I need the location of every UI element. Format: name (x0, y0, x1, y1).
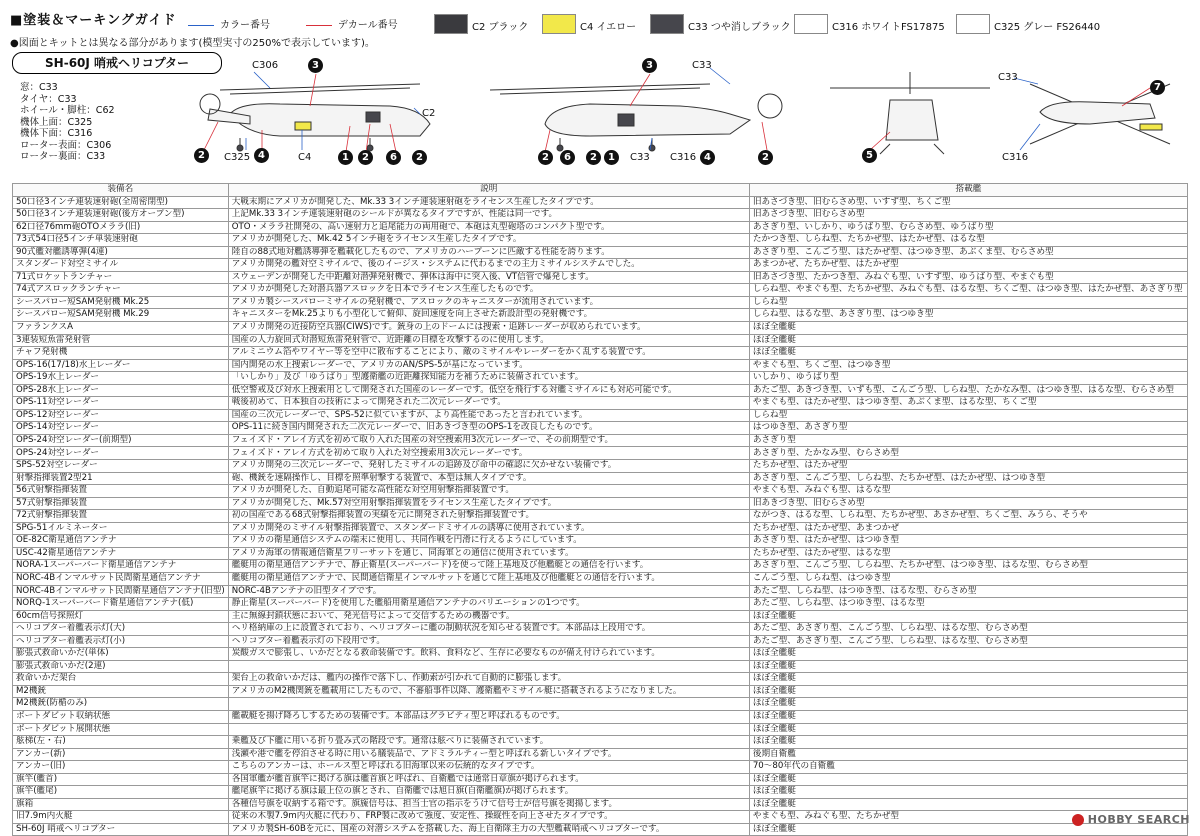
table-row (13, 447, 1188, 460)
cell-equipment: 膨張式救命いかだ(2連) (13, 660, 229, 673)
marker-6: 6 (386, 150, 401, 165)
cell-equipment: 62口径76mm砲OTOメララ(旧) (13, 221, 229, 234)
cell-ships: 旧あきづき型、旧むらさめ型 (749, 497, 1187, 510)
cell-ships: やまぐも型、はたかぜ型、はつゆき型、あぶくま型、はるな型、ちくご型 (749, 397, 1187, 410)
table-row (13, 209, 1188, 222)
label-c33-right: C33 (692, 60, 712, 71)
cell-description: ヘリコプター着艦表示灯の下段用です。 (228, 635, 749, 648)
table-row (13, 347, 1188, 360)
cell-equipment: 50口径3インチ連装速射砲(全周密閉型) (13, 196, 229, 209)
cell-equipment: 71式ロケットランチャー (13, 271, 229, 284)
front-view (830, 72, 990, 154)
cell-equipment: 射撃指揮装置2型21 (13, 472, 229, 485)
cell-ships: ほぼ全艦艇 (749, 736, 1187, 749)
table-row (13, 598, 1188, 611)
label-c2: C2 (422, 108, 436, 119)
cell-equipment: OPS-12対空レーダー (13, 409, 229, 422)
cell-description: アメリカ開発の近接防空兵器(CIWS)です。銃身の上のドームには捜索・追跡レーダーが収められています。 (228, 322, 749, 335)
cell-equipment: ヘリコプター着艦表示灯(大) (13, 623, 229, 636)
table-row (13, 510, 1188, 523)
cell-ships: あさぎり型、はたかぜ型、はつゆき型 (749, 535, 1187, 548)
cell-description: フェイズド・アレイ方式を初めて取り入れた対空捜索用3次元レーダーです。 (228, 447, 749, 460)
cell-description (228, 660, 749, 673)
table-row (13, 309, 1188, 322)
watermark-text: HOBBY SEARCH (1087, 813, 1190, 826)
header-equipment: 装備名 (13, 184, 229, 197)
marker-3: 3 (308, 58, 323, 73)
table-row (13, 761, 1188, 774)
table-row (13, 359, 1188, 372)
cell-description: 国産の三次元レーダーで、SPS-52に似ていますが、より高性能であったと言われています。 (228, 409, 749, 422)
swatch-c33 (650, 14, 684, 34)
marker-1b: 1 (604, 150, 619, 165)
cell-equipment: ボートダビット展開状態 (13, 723, 229, 736)
legend-color-line (188, 25, 214, 26)
marker-3b: 3 (642, 58, 657, 73)
cell-equipment: NORA-1スーパーバード衛星通信アンテナ (13, 560, 229, 573)
cell-description: 炭酸ガスで膨張し、いかだとなる救命装備です。飲料、食料など、生存に必要なものが備え付けられています。 (228, 648, 749, 661)
label-c316-right: C316 (670, 152, 697, 163)
cell-ships: しらね型、やまぐも型、たちかぜ型、みねぐも型、はるな型、ちくご型、はつゆき型、はたかぜ型、あさぎり型 (749, 284, 1187, 297)
aircraft-specs (20, 82, 115, 163)
cell-equipment: NORC-4Bインマルサット民間衛星通信アンテナ(旧型) (13, 585, 229, 598)
cell-ships: ほぼ全艦艇 (749, 723, 1187, 736)
table-row (13, 271, 1188, 284)
top-view (1030, 84, 1170, 144)
cell-equipment: M2機銃(防楯のみ) (13, 698, 229, 711)
cell-description: OPS-11に続き国内開発された二次元レーダーで、旧あきづき型のOPS-1を改良したものです。 (228, 422, 749, 435)
cell-equipment: OE-82C衛星通信アンテナ (13, 535, 229, 548)
legend-decal-number (306, 16, 398, 31)
cell-equipment: 57式射撃指揮装置 (13, 497, 229, 510)
cell-equipment: アンカー(旧) (13, 761, 229, 774)
guide-header (10, 6, 1190, 50)
cell-equipment: OPS-11対空レーダー (13, 397, 229, 410)
cell-equipment: シースパロー短SAM発射機 Mk.29 (13, 309, 229, 322)
cell-ships: 後期自衛艦 (749, 748, 1187, 761)
table-row (13, 811, 1188, 824)
marker-2: 2 (194, 148, 209, 163)
cell-ships: たかつき型、しらね型、たちかぜ型、はたかぜ型、はるな型 (749, 234, 1187, 247)
table-row (13, 685, 1188, 698)
cell-description: 砲、機銃を速隔操作し、目標を照準射撃する装置で、本型は無人タイプです。 (228, 472, 749, 485)
table-row (13, 221, 1188, 234)
legend-decal-line (306, 25, 332, 26)
cell-description: こちらのアンカーは、ホールス型と呼ばれる旧海軍以来の伝統的なタイプです。 (228, 761, 749, 774)
cell-description: 静止衛星(スーパーバード)を使用した艦船用衛星通信アンテナのバリエーションの1つです。 (228, 598, 749, 611)
cell-ships: ほぼ全艦艇 (749, 322, 1187, 335)
cell-equipment: OPS-19水上レーダー (13, 372, 229, 385)
cell-equipment: ヘリコプター着艦表示灯(小) (13, 635, 229, 648)
cell-equipment: USC-42衛星通信アンテナ (13, 547, 229, 560)
swatch-c2 (434, 14, 468, 34)
cell-ships: あたご型、あきづき型、いずも型、こんごう型、しらね型、たかなみ型、はつゆき型、はるな型、むらさめ型 (749, 384, 1187, 397)
cell-equipment: OPS-24対空レーダー (13, 447, 229, 460)
cell-ships: ほぼ全艦艇 (749, 786, 1187, 799)
cell-ships: あさぎり型、こんごう型、はたかぜ型、はつゆき型、あぶくま型、むらさめ型 (749, 246, 1187, 259)
swatch-c316 (794, 14, 828, 34)
cell-ships: あたご型、あさぎり型、こんごう型、しらね型、はるな型、むらさめ型 (749, 635, 1187, 648)
label-c33-top: C33 (998, 72, 1018, 83)
cell-description: アメリカ製SH-60Bを元に、国産の対潜システムを搭載した、海上自衛隊主力の大型艦載哨戒ヘリコプターです。 (228, 823, 749, 836)
watermark-logo-icon (1072, 814, 1084, 826)
label-c306: C306 (252, 60, 279, 71)
cell-description: 上記Mk.33 3インチ連装速射砲のシールドが異なるタイプですが、性能は同一です。 (228, 209, 749, 222)
table-row (13, 635, 1188, 648)
cell-equipment: 74式アスロックランチャー (13, 284, 229, 297)
cell-equipment: SPS-52対空レーダー (13, 460, 229, 473)
table-row (13, 623, 1188, 636)
table-row (13, 585, 1188, 598)
cell-description: アルミニウム箔やワイヤー等を空中に散布することにより、敵のミサイルやレーダーをかく乱する装置です。 (228, 347, 749, 360)
cell-description (228, 723, 749, 736)
cell-ships: あさぎり型、こんごう型、しらね型、たちかぜ型、はたかぜ型、はつゆき型 (749, 472, 1187, 485)
side-view-left (200, 84, 430, 151)
cell-description: 「いしかり」及び「ゆうばり」型護衛艦の近距離探知能力を補うために装備されています。 (228, 372, 749, 385)
cell-equipment: 旗箱 (13, 798, 229, 811)
guide-title: ■塗装＆マーキングガイド (10, 13, 177, 28)
cell-equipment: ボートダビット収納状態 (13, 710, 229, 723)
cell-description: アメリカ開発のミサイル射撃指揮装置で、スタンダードミサイルの誘導に使用されています。 (228, 522, 749, 535)
cell-description: 浅瀬や港で艦を停泊させる時に用いる艤装品で、アドミラルティー型と呼ばれる新しいタイプです。 (228, 748, 749, 761)
marker-5: 5 (862, 148, 877, 163)
cell-equipment: SPG-51イルミネーター (13, 522, 229, 535)
cell-ships: ほぼ全艦艇 (749, 798, 1187, 811)
cell-description: 従来の木製7.9m内火艇に代わり、FRP製に改めて強度、安定性、操縦性を向上させたタイプです。 (228, 811, 749, 824)
cell-description: 架台上の救命いかだは、艦内の操作で落下し、作動索が引かれて自動的に膨張します。 (228, 673, 749, 686)
side-view-right (490, 84, 782, 151)
cell-equipment: 50口径3インチ連装速射砲(後方オープン型) (13, 209, 229, 222)
table-row (13, 673, 1188, 686)
cell-ships: たちかぜ型、はたかぜ型 (749, 460, 1187, 473)
spec-rotor-top: ローター表面：C306 (20, 139, 112, 151)
table-row (13, 748, 1188, 761)
marker-2f: 2 (758, 150, 773, 165)
cell-description: アメリカ海軍の情報通信衛星フリーサットを通じ、同海軍との通信に使用されています。 (228, 547, 749, 560)
cell-ships: ほぼ全艦艇 (749, 685, 1187, 698)
table-row (13, 384, 1188, 397)
cell-ships: ほぼ全艦艇 (749, 710, 1187, 723)
table-row (13, 234, 1188, 247)
header-ships: 搭載艦 (749, 184, 1187, 197)
cell-description: スウェーデンが開発した中距離対潜弾発射機で、弾体は海中に突入後、VT信管で爆発します。 (228, 271, 749, 284)
cell-ships: いしかり、ゆうばり型 (749, 372, 1187, 385)
cell-equipment: 72式射撃指揮装置 (13, 510, 229, 523)
cell-equipment: OPS-16(17/18)水上レーダー (13, 359, 229, 372)
cell-description: 乗艦及び下艦に用いる折り畳み式の階段です。通常は舷べりに装備されています。 (228, 736, 749, 749)
cell-equipment: NORQ-1スーパーバード衛星通信アンテナ(低) (13, 598, 229, 611)
label-c33-bottom: C33 (630, 152, 650, 163)
cell-description: アメリカのM2機関銃を艦載用にしたもので、不審船事件以降、護衛艦やミサイル艇に搭載されるようになりました。 (228, 685, 749, 698)
cell-description: 初の国産である68式射撃指揮装置の実績を元に開発された射撃指揮装置です。 (228, 510, 749, 523)
spec-wheel: ホイール・脚柱：C62 (20, 105, 115, 116)
table-row (13, 246, 1188, 259)
cell-ships: たちかぜ型、はたかぜ型、はるな型 (749, 547, 1187, 560)
cell-description: ヘリ格納庫の上に設置されており、ヘリコプターに艦の制動状況を知らせる装置です。本部品は上段用です。 (228, 623, 749, 636)
cell-description: 主に無線封鎖状態において、発光信号によって交信するための機器です。 (228, 610, 749, 623)
cell-equipment: NORC-4Bインマルサット民間衛星通信アンテナ (13, 572, 229, 585)
cell-equipment: 73式54口径5インチ単装速射砲 (13, 234, 229, 247)
cell-equipment: 3連装短魚雷発射管 (13, 334, 229, 347)
table-row (13, 535, 1188, 548)
cell-equipment: スタンダード対空ミサイル (13, 259, 229, 272)
cell-ships: あたご型、あさぎり型、こんごう型、しらね型、はるな型、むらさめ型 (749, 623, 1187, 636)
table-row (13, 710, 1188, 723)
table-row (13, 284, 1188, 297)
table-row (13, 610, 1188, 623)
cell-ships: しらね型 (749, 409, 1187, 422)
cell-ships: ほぼ全艦艇 (749, 347, 1187, 360)
cell-description: 艦艇用の衛星通信アンテナで、静止衛星(スーパーバード)を使って陸上基地及び他艦艇との通信を行います。 (228, 560, 749, 573)
cell-ships: ほぼ全艦艇 (749, 610, 1187, 623)
table-row (13, 497, 1188, 510)
cell-ships: あさぎり型、たかなみ型、むらさめ型 (749, 447, 1187, 460)
cell-equipment: 旗竿(艦尾) (13, 786, 229, 799)
table-row (13, 259, 1188, 272)
cell-ships: あさぎり型、こんごう型、しらね型、たちかぜ型、はつゆき型、はるな型、むらさめ型 (749, 560, 1187, 573)
cell-ships: 70〜80年代の自衛艦 (749, 761, 1187, 774)
table-row (13, 823, 1188, 836)
equipment-table (12, 183, 1188, 836)
swatch-c4-label: C4 イエロー (580, 22, 637, 33)
cell-description: アメリカの衛星通信システムの端末に使用し、共同作戦を円滑に行えるようにしています。 (228, 535, 749, 548)
table-row (13, 660, 1188, 673)
table-row (13, 372, 1188, 385)
table-header-row (13, 184, 1188, 197)
cell-description: アメリカ開発の三次元レーダーで、発射したミサイルの追跡及び命中の確認に欠かせない装備です。 (228, 460, 749, 473)
cell-ships: 旧あさづき型、たかつき型、みねぐも型、いすず型、ゆうばり型、やまぐも型 (749, 271, 1187, 284)
cell-ships: あさぎり型、いしかり、ゆうばり型、むらさめ型、ゆうばり型 (749, 221, 1187, 234)
spec-lower: 機体下面：C316 (20, 128, 93, 139)
legend-color-number (188, 16, 270, 31)
cell-description: アメリカ開発の艦対空ミサイルで、後のイージス・システムに代わるまでの主力ミサイルシステムでした。 (228, 259, 749, 272)
aircraft-drawings (190, 54, 1200, 184)
spec-tire: タイヤ：C33 (20, 93, 77, 105)
cell-ships: ほぼ全艦艇 (749, 773, 1187, 786)
cell-equipment: チャフ発射機 (13, 347, 229, 360)
cell-description: 各国軍艦が艦首旗竿に掲げる旗は艦首旗と呼ばれ、自衛艦では通常日章旗が掲げられます。 (228, 773, 749, 786)
label-c316-top: C316 (1002, 152, 1029, 163)
table-row (13, 460, 1188, 473)
legend-decal-label: デカール番号 (338, 20, 398, 31)
cell-description: 戦後初めて、日本独自の技術によって開発された二次元レーダーです。 (228, 397, 749, 410)
table-row (13, 522, 1188, 535)
cell-equipment: 救命いかだ架台 (13, 673, 229, 686)
marker-6b: 6 (560, 150, 575, 165)
cell-ships: ほぼ全艦艇 (749, 334, 1187, 347)
label-c325: C325 (224, 152, 251, 163)
table-row (13, 434, 1188, 447)
table-row (13, 334, 1188, 347)
cell-description: フェイズド・アレイ方式を初めて取り入れた国産の対空捜索用3次元レーダーで、その前期型です。 (228, 434, 749, 447)
table-row (13, 773, 1188, 786)
cell-ships: しらね型 (749, 296, 1187, 309)
marker-2d: 2 (538, 150, 553, 165)
cell-ships: こんごう型、しらね型、はつゆき型 (749, 572, 1187, 585)
cell-ships: あたご型、しらね型、はつゆき型、はるな型、むらさめ型 (749, 585, 1187, 598)
cell-equipment: アンカー(新) (13, 748, 229, 761)
spec-rotor-bottom: ローター裏面：C33 (20, 151, 106, 162)
scale-note: ●図面とキットとは異なる部分があります(模型実寸の250%で表示しています)。 (10, 38, 375, 49)
cell-description: アメリカが開発した、自動追尾可能な高性能な対空用射撃指揮装置です。 (228, 485, 749, 498)
swatch-c325 (956, 14, 990, 34)
cell-equipment: 旗竿(艦首) (13, 773, 229, 786)
table-row (13, 798, 1188, 811)
cell-description: NORC-4Bアンテナの旧型タイプです。 (228, 585, 749, 598)
table-row (13, 485, 1188, 498)
cell-ships: しらね型、はるな型、あさぎり型、はつゆき型 (749, 309, 1187, 322)
cell-ships: たちかぜ型、はたかぜ型、あまつかぜ (749, 522, 1187, 535)
cell-description: 大戦末期にアメリカが開発した、Mk.33 3インチ連装速射砲をライセンス生産したタイプです。 (228, 196, 749, 209)
watermark (1072, 813, 1190, 826)
cell-description: アメリカが開発した対潜兵器アスロックを日本でライセンス生産したものです。 (228, 284, 749, 297)
cell-equipment: 56式射撃指揮装置 (13, 485, 229, 498)
header-description: 説明 (228, 184, 749, 197)
cell-equipment: OPS-14対空レーダー (13, 422, 229, 435)
cell-ships: あさぎり型 (749, 434, 1187, 447)
cell-description: 艦尾旗竿に掲げる旗は最上位の旗とされ、自衛艦では旭日旗(自衛艦旗)が掲げられます。 (228, 786, 749, 799)
table-row (13, 196, 1188, 209)
label-c4: C4 (298, 152, 312, 163)
legend-color-label: カラー番号 (220, 20, 270, 31)
marker-4b: 4 (700, 150, 715, 165)
cell-ships: はつゆき型、あさぎり型 (749, 422, 1187, 435)
marker-7: 7 (1150, 80, 1165, 95)
cell-description: 国内開発の水上捜索レーダーで、アメリカのAN/SPS-5が基になっています。 (228, 359, 749, 372)
marker-2e: 2 (586, 150, 601, 165)
cell-description: アメリカ製シースパローミサイルの発射機で、アスロックのキャニスターが流用されています。 (228, 296, 749, 309)
cell-equipment: SH-60J 哨戒ヘリコプター (13, 823, 229, 836)
cell-ships: やまぐも型、ちくご型、はつゆき型 (749, 359, 1187, 372)
marker-1: 1 (338, 150, 353, 165)
table-row (13, 409, 1188, 422)
cell-ships: ほぼ全艦艇 (749, 660, 1187, 673)
cell-description: キャニスターをMk.25よりも小型化して俯仰、旋回速度を向上させた新設計型の発射機です。 (228, 309, 749, 322)
cell-equipment: 旧7.9m内火艇 (13, 811, 229, 824)
table-row (13, 296, 1188, 309)
cell-equipment: 膨張式救命いかだ(単体) (13, 648, 229, 661)
cell-ships: 旧あさづき型、旧むらさめ型 (749, 209, 1187, 222)
cell-ships: ほぼ全艦艇 (749, 698, 1187, 711)
table-row (13, 560, 1188, 573)
swatch-c4 (542, 14, 576, 34)
cell-ships: あたご型、しらね型、はつゆき型、はるな型 (749, 598, 1187, 611)
cell-ships: ながつき、はるな型、しらね型、たちかぜ型、あさかぜ型、ちくご型、みうら、そうや (749, 510, 1187, 523)
table-row (13, 422, 1188, 435)
table-row (13, 322, 1188, 335)
marker-2b: 2 (358, 150, 373, 165)
cell-equipment: 60cm信号探照灯 (13, 610, 229, 623)
cell-ships: ほぼ全艦艇 (749, 823, 1187, 836)
table-row (13, 572, 1188, 585)
cell-ships: 旧あさづき型、旧むらさめ型、いすず型、ちくご型 (749, 196, 1187, 209)
cell-equipment: ファランクスA (13, 322, 229, 335)
cell-description: 低空警戒及び対水上捜索用として開発された国産のレーダーです。低空を飛行する対艦ミサイルにも対応可能です。 (228, 384, 749, 397)
table-row (13, 397, 1188, 410)
cell-equipment: OPS-24対空レーダー(前期型) (13, 434, 229, 447)
cell-equipment: OPS-28水上レーダー (13, 384, 229, 397)
cell-ships: ほぼ全艦艇 (749, 673, 1187, 686)
helicopter-views-svg (190, 54, 1200, 184)
swatch-c325-label: C325 グレー FS26440 (994, 22, 1101, 33)
table-row (13, 698, 1188, 711)
table-row (13, 547, 1188, 560)
cell-ships: あまつかぜ、たちかぜ型、はたかぜ型 (749, 259, 1187, 272)
swatch-c316-label: C316 ホワイトFS17875 (832, 22, 945, 33)
cell-description: 艦載艇を揚げ降ろしするための装備です。本部品はグラビティ型と呼ばれるものです。 (228, 710, 749, 723)
equipment-table-body (13, 196, 1188, 836)
cell-equipment: M2機銃 (13, 685, 229, 698)
cell-equipment: シースパロー短SAM発射機 Mk.25 (13, 296, 229, 309)
swatch-c2-label: C2 ブラック (472, 22, 529, 33)
cell-description: OTO・メララ社開発の、高い速射力と追尾能力の両用砲で、本砲は丸型砲塔のコンパクト型です。 (228, 221, 749, 234)
cell-description: 各種信号旗を収納する箱です。旗旒信号は、担当士官の指示をうけて信号士が信号旗を掲揚します。 (228, 798, 749, 811)
cell-description: アメリカが開発した、Mk.57対空用射撃指揮装置をライセンス生産したタイプです。 (228, 497, 749, 510)
spec-upper: 機体上面：C325 (20, 116, 93, 128)
marker-4: 4 (254, 148, 269, 163)
table-row (13, 472, 1188, 485)
cell-equipment: 90式艦対艦誘導弾(4連) (13, 246, 229, 259)
spec-window: 窓：C33 (20, 82, 58, 93)
table-row (13, 786, 1188, 799)
cell-description: 陸自の88式地対艦誘導弾を艦載化したもので、アメリカのハープーンに匹敵する性能を誇ります。 (228, 246, 749, 259)
cell-description: 艦艇用の衛星通信アンテナで、民間通信衛星インマルサットを通じて陸上基地及び他艦艇との通信を行います。 (228, 572, 749, 585)
table-row (13, 723, 1188, 736)
cell-equipment: 舷梯(左・右) (13, 736, 229, 749)
swatch-c33-label: C33 つや消しブラック (688, 22, 791, 33)
table-row (13, 736, 1188, 749)
cell-ships: ほぼ全艦艇 (749, 648, 1187, 661)
cell-description (228, 698, 749, 711)
cell-description: 国産の人力旋回式対潜短魚雷発射管で、近距離の目標を攻撃するのに使用します。 (228, 334, 749, 347)
marker-2c: 2 (412, 150, 427, 165)
cell-ships: やまぐも型、みねぐも型、はるな型 (749, 485, 1187, 498)
cell-ships: やまぐも型、みねぐも型、たちかぜ型 (749, 811, 1187, 824)
cell-description: アメリカが開発した、Mk.42 5インチ砲をライセンス生産したタイプです。 (228, 234, 749, 247)
aircraft-title: SH-60J 哨戒ヘリコプター (12, 52, 222, 74)
table-row (13, 648, 1188, 661)
